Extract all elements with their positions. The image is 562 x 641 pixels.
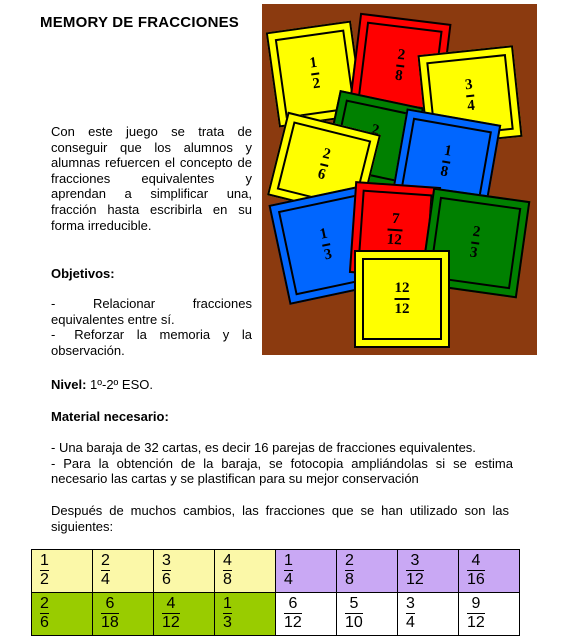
card-num: 3 bbox=[464, 76, 474, 94]
denominator: 4 bbox=[101, 571, 110, 588]
fraction-cell bbox=[215, 550, 276, 593]
numerator: 2 bbox=[345, 552, 354, 569]
card-fraction bbox=[395, 280, 410, 318]
denominator: 4 bbox=[284, 571, 293, 588]
card-num: 2 bbox=[321, 145, 333, 163]
fraction-cell bbox=[337, 593, 398, 636]
fraction-cell bbox=[398, 593, 459, 636]
after-paragraph: Después de muchos cambios, las fracciones que se han utilizado son las siguientes: bbox=[51, 503, 509, 534]
card-den: 6 bbox=[316, 166, 328, 184]
denominator: 3 bbox=[223, 614, 232, 631]
table-row bbox=[32, 550, 520, 593]
numerator: 4 bbox=[471, 552, 481, 569]
fraction bbox=[467, 595, 485, 632]
fraction-cell bbox=[32, 593, 93, 636]
denominator: 12 bbox=[406, 571, 424, 588]
card-num: 2 bbox=[471, 223, 482, 241]
material-heading: Material necesario: bbox=[51, 409, 169, 424]
denominator: 10 bbox=[345, 614, 363, 631]
fraction-cell bbox=[337, 550, 398, 593]
fraction bbox=[40, 552, 49, 589]
card-num: 2 bbox=[369, 121, 381, 139]
denominator: 12 bbox=[162, 614, 180, 631]
fraction bbox=[101, 552, 110, 589]
denominator: 6 bbox=[162, 571, 171, 588]
fraction bbox=[162, 552, 171, 589]
fraction bbox=[406, 595, 415, 632]
numerator: 6 bbox=[105, 595, 115, 612]
card-den: 12 bbox=[394, 301, 410, 317]
objetivos-list bbox=[51, 296, 256, 358]
fraction bbox=[223, 595, 232, 632]
numerator: 4 bbox=[166, 595, 176, 612]
numerator: 3 bbox=[162, 552, 171, 569]
card-fraction bbox=[386, 211, 404, 250]
numerator: 2 bbox=[101, 552, 110, 569]
denominator: 4 bbox=[406, 614, 415, 631]
numerator: 9 bbox=[471, 595, 481, 612]
objetivo-item: - Reforzar la memoria y la observación. bbox=[51, 327, 256, 358]
fractions-table bbox=[31, 549, 520, 636]
card-den: 4 bbox=[466, 97, 476, 115]
denominator: 18 bbox=[101, 614, 119, 631]
numerator: 3 bbox=[410, 552, 420, 569]
fraction bbox=[406, 552, 424, 589]
fraction bbox=[467, 552, 485, 589]
card-den: 3 bbox=[322, 246, 334, 264]
nivel-line bbox=[51, 377, 153, 393]
fraction-bar bbox=[395, 298, 410, 300]
card-den: 8 bbox=[439, 163, 450, 181]
fraction-cell bbox=[154, 550, 215, 593]
intro-paragraph: Con este juego se trata de conseguir que los alumnos y alumnas refuercen el concepto de fracciones equivalentes y aprendan a simplificar una, fracción hasta escribirla en su forma irreducible. bbox=[51, 124, 252, 233]
denominator: 16 bbox=[467, 571, 485, 588]
material-list bbox=[51, 440, 513, 487]
card-den: 8 bbox=[394, 67, 404, 85]
numerator: 4 bbox=[223, 552, 232, 569]
page-title: MEMORY DE FRACCIONES bbox=[40, 14, 240, 31]
fraction-cell bbox=[276, 550, 337, 593]
denominator: 8 bbox=[345, 571, 354, 588]
card-num: 1 bbox=[318, 225, 330, 243]
denominator: 8 bbox=[223, 571, 232, 588]
card-den: 12 bbox=[386, 231, 403, 249]
fraction bbox=[345, 595, 363, 632]
card-num: 7 bbox=[391, 210, 401, 228]
fraction bbox=[40, 595, 49, 632]
nivel-label: Nivel: bbox=[51, 377, 87, 392]
numerator: 5 bbox=[349, 595, 359, 612]
fraction-cell bbox=[93, 550, 154, 593]
card-num: 1 bbox=[442, 142, 453, 160]
fraction bbox=[284, 595, 302, 632]
card-num: 2 bbox=[396, 46, 407, 64]
numerator: 6 bbox=[288, 595, 298, 612]
nivel-value: 1º-2º ESO. bbox=[86, 377, 153, 392]
card-den: 2 bbox=[311, 75, 322, 93]
fraction bbox=[345, 552, 354, 589]
fraction-cell bbox=[459, 550, 520, 593]
fraction bbox=[223, 552, 232, 589]
fraction bbox=[101, 595, 119, 632]
game-cards-illustration bbox=[262, 4, 537, 355]
fraction-cell bbox=[215, 593, 276, 636]
card bbox=[354, 250, 450, 348]
numerator: 1 bbox=[284, 552, 293, 569]
card-den: 3 bbox=[468, 244, 479, 262]
fraction-cell bbox=[32, 550, 93, 593]
numerator: 1 bbox=[223, 595, 232, 612]
fraction-cell bbox=[398, 550, 459, 593]
card-num: 12 bbox=[394, 280, 410, 296]
fraction-cell bbox=[93, 593, 154, 636]
fraction bbox=[284, 552, 293, 589]
card-num: 1 bbox=[308, 54, 319, 72]
material-item: - Para la obtención de la baraja, se fotocopia ampliándolas si se estima necesario las cartas y se plastifican para su mejor conservación bbox=[51, 455, 513, 487]
objetivo-item: - Relacionar fracciones equivalentes entre sí. bbox=[51, 296, 256, 327]
denominator: 12 bbox=[284, 614, 302, 631]
denominator: 6 bbox=[40, 614, 49, 631]
fraction-cell bbox=[154, 593, 215, 636]
denominator: 12 bbox=[467, 614, 485, 631]
fraction-cell bbox=[276, 593, 337, 636]
objetivos-heading: Objetivos: bbox=[51, 266, 115, 281]
denominator: 2 bbox=[40, 571, 49, 588]
table-row bbox=[32, 593, 520, 636]
fraction bbox=[162, 595, 180, 632]
numerator: 2 bbox=[40, 595, 49, 612]
fraction-cell bbox=[459, 593, 520, 636]
numerator: 1 bbox=[40, 552, 49, 569]
numerator: 3 bbox=[406, 595, 415, 612]
material-item: - Una baraja de 32 cartas, es decir 16 parejas de fracciones equivalentes. bbox=[51, 440, 476, 455]
